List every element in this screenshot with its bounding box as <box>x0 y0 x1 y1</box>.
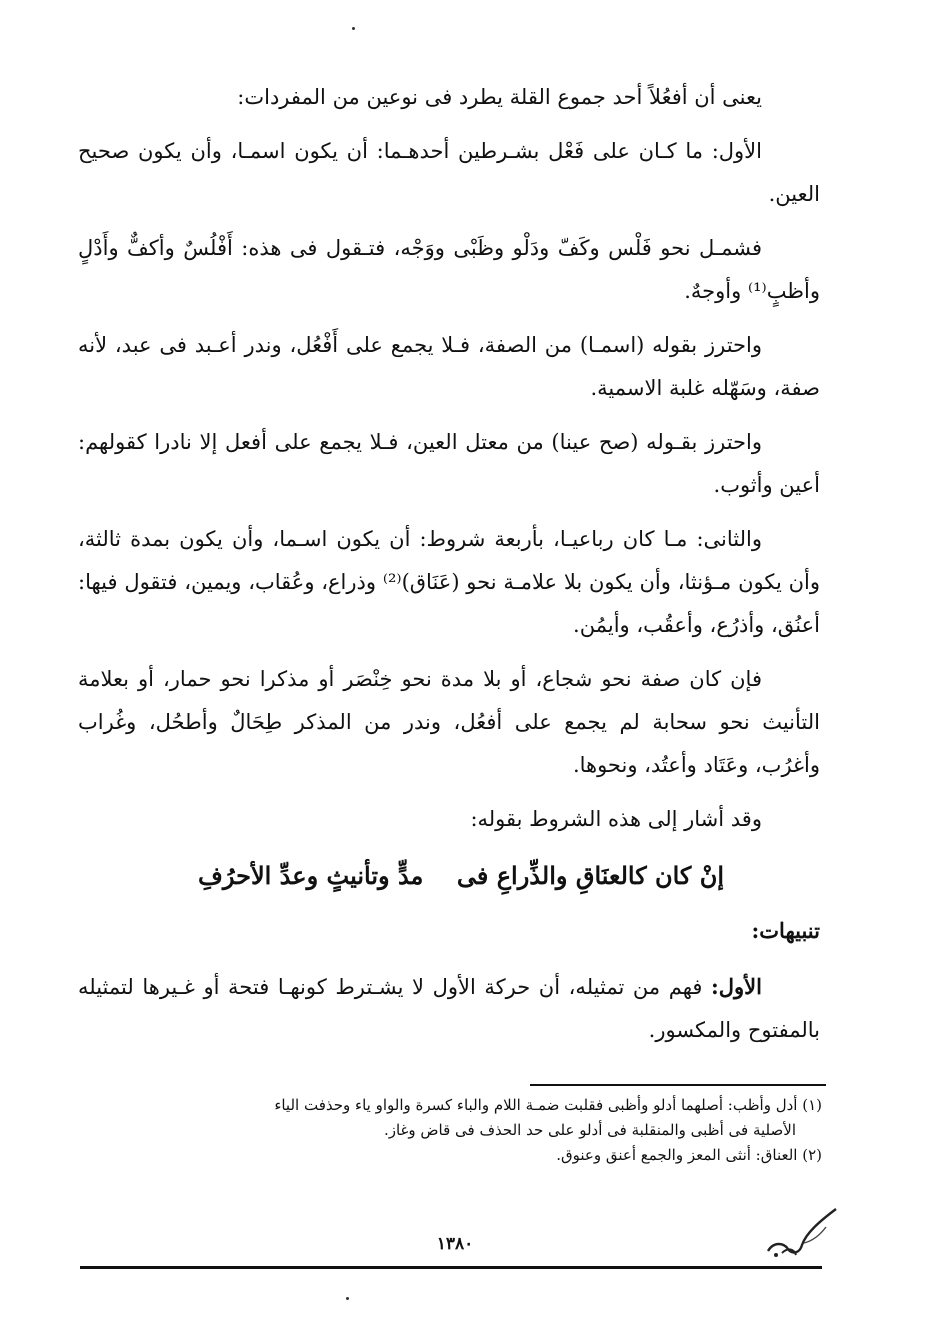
footnote-separator <box>530 1084 826 1086</box>
paragraph: واحترز بقوله (اسمـا) من الصفة، فـلا يجمع على أَفْعُل، وندر أعـبد فى عبد، لأنه صفة، وسَهّله غلبة الاسمية. <box>78 333 820 400</box>
note-text: فهم من تمثيله، أن حركة الأول لا يشـترط كونهـا فتحة أو غـيرها لتمثيله بالمفتوح والمكسور. <box>78 975 820 1042</box>
paragraph: فإن كان صفة نحو شجاع، أو بلا مدة نحو خِنْصَر أو مذكرا نحو حمار، أو بعلامة التأنيث نحو سحابة لم يجمع على أفعُل، وندر من المذكر طِحَالٌ وأطحُل، وغُراب وأغرُب، وعَتَاد وأعتُد، ونحوها. <box>78 667 820 777</box>
paragraph: فشمـل نحو فَلْس وكَفّ ودَلْو وظَبْى ووَجْه، فتـقول فى هذه: أَفْلُسٌ وأكفٌّ وأَدْلٍ وأظبٍ⁽¹⁾ وأوجهٌ. <box>78 236 820 303</box>
ornament-mark <box>764 1205 840 1261</box>
main-text <box>78 76 820 1063</box>
bottom-rule <box>80 1266 822 1269</box>
scan-speck <box>352 27 355 30</box>
verse-left-hemistich: مدٍّ وتأنيثٍ وعدِّ الأحرُفِ <box>198 861 424 890</box>
footnote: (١) أدل وأظب: أصلهما أدلو وأظبى فقلبت ضمـة اللام والباء كسرة والواو ياء وحذفت الياء <box>274 1096 822 1114</box>
paragraph: واحترز بقـوله (صح عينا) من معتل العين، فـلا يجمع على أفعل إلا نادرا كقولهم: أعين وأثوب. <box>78 430 820 497</box>
paragraph: وقد أشار إلى هذه الشروط بقوله: <box>470 807 762 831</box>
note-lead: الأول: <box>711 974 762 999</box>
footnotes <box>80 1093 822 1168</box>
paragraph: يعنى أن أفعُلاً أحد جموع القلة يطرد فى نوعين من المفردات: <box>237 85 762 109</box>
footnote-continuation: الأصلية فى أظبى والمنقلبة فى أدلو على حد الحذف فى قاض وغاز. <box>383 1121 796 1139</box>
footnote: (٢) العناق: أنثى المعز والجمع أعنق وعنوق. <box>556 1146 822 1164</box>
paragraph: والثانى: مـا كان رباعيـا، بأربعة شروط: أن يكون اسـما، وأن يكون بمدة ثالثة، وأن يكون مـؤنثا، وأن يكون بلا علامـة نحو (عَنَاق)⁽²⁾ وذراع، وعُقاب، ويمين، فتقول فيها: أعنُق، وأذرُع، وأعقُب، وأيمُن. <box>78 527 820 637</box>
section-heading: تنبيهات: <box>751 918 820 943</box>
paragraph: الأول: ما كـان على فَعْل بشـرطين أحدهـما: أن يكون اسمـا، وأن يكون صحيح العين. <box>78 139 820 206</box>
page-number: ١٣٨٠ <box>436 1234 474 1254</box>
scan-speck <box>346 1297 349 1300</box>
poetry-verse <box>198 853 724 899</box>
note-paragraph <box>78 965 820 1052</box>
verse-right-hemistich: إنْ كان كالعنَاقِ والذِّراعِ فى <box>456 861 724 890</box>
